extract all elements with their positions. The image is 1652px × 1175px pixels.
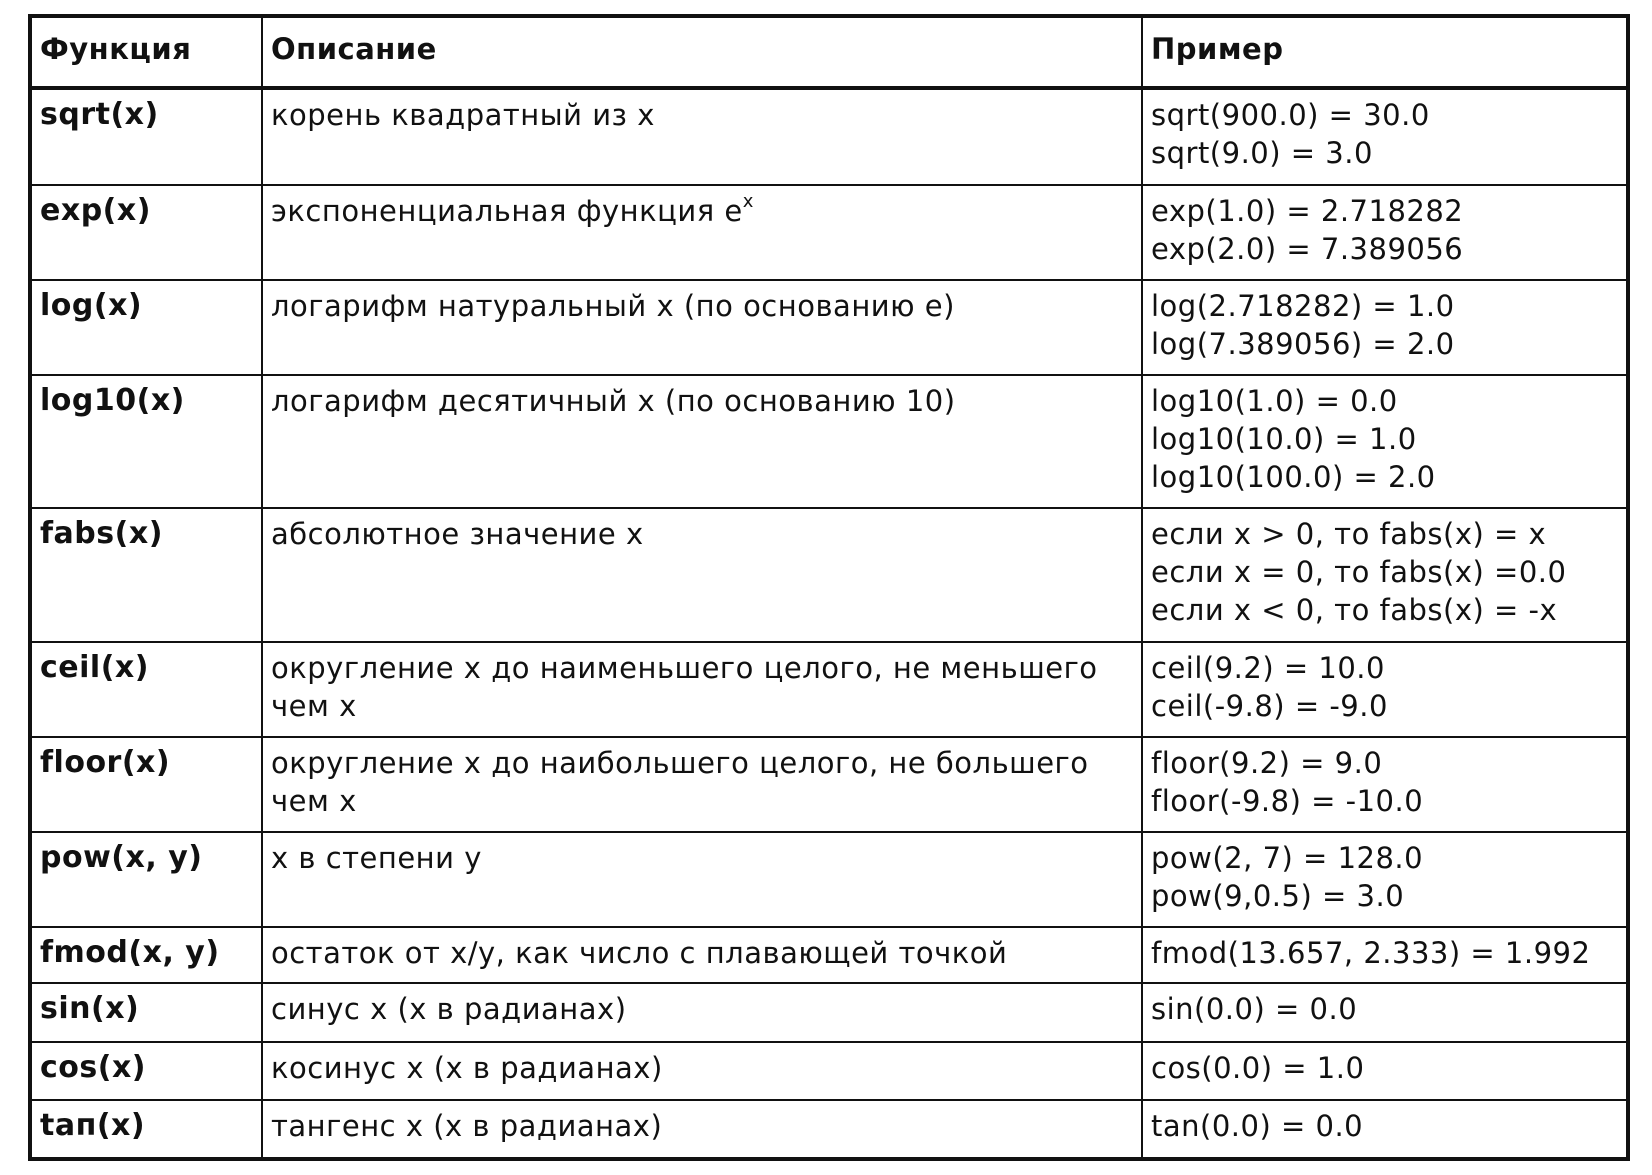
header-function: Функция bbox=[30, 16, 262, 88]
table-row bbox=[30, 88, 1628, 185]
table-row bbox=[30, 737, 1628, 832]
example-line: floor(-9.8) = -10.0 bbox=[1151, 783, 1424, 818]
math-functions-sheet bbox=[28, 14, 1626, 1161]
description-text: синус x (x в радианах) bbox=[271, 992, 627, 1027]
example-line: log10(10.0) = 1.0 bbox=[1151, 421, 1417, 456]
description-text: округление x до наименьшего целого, не меньшего чем x bbox=[271, 650, 1098, 723]
example-line: sqrt(900.0) = 30.0 bbox=[1151, 98, 1430, 132]
function-description bbox=[262, 88, 1142, 185]
function-name: sin(x) bbox=[30, 983, 262, 1042]
description-text: логарифм натуральный x (по основанию e) bbox=[271, 288, 955, 323]
function-example bbox=[1142, 642, 1628, 737]
function-description bbox=[262, 508, 1142, 641]
description-text: косинус x (x в радианах) bbox=[271, 1050, 663, 1085]
function-name: pow(x, y) bbox=[30, 832, 262, 927]
function-name: cos(x) bbox=[30, 1042, 262, 1101]
table-row bbox=[30, 185, 1628, 280]
function-description bbox=[262, 642, 1142, 737]
function-example bbox=[1142, 927, 1628, 984]
description-text: остаток от x/y, как число с плавающей точкой bbox=[271, 935, 1008, 970]
example-line: fmod(13.657, 2.333) = 1.992 bbox=[1151, 935, 1591, 970]
table-row bbox=[30, 1100, 1628, 1159]
description-text: округление x до наибольшего целого, не большего чем x bbox=[271, 745, 1089, 818]
example-line: log(7.389056) = 2.0 bbox=[1151, 326, 1455, 361]
example-line: exp(1.0) = 2.718282 bbox=[1151, 193, 1464, 228]
function-example bbox=[1142, 1042, 1628, 1101]
function-name: log10(x) bbox=[30, 375, 262, 508]
example-line: ceil(9.2) = 10.0 bbox=[1151, 650, 1385, 685]
example-line: log10(100.0) = 2.0 bbox=[1151, 459, 1436, 494]
function-example bbox=[1142, 983, 1628, 1042]
function-description bbox=[262, 1042, 1142, 1101]
example-line: floor(9.2) = 9.0 bbox=[1151, 745, 1383, 780]
function-description bbox=[262, 280, 1142, 375]
example-line: если x = 0, то fabs(x) =0.0 bbox=[1151, 555, 1567, 590]
description-text: экспоненциальная функция e bbox=[271, 193, 743, 228]
example-line: если x < 0, то fabs(x) = -x bbox=[1151, 593, 1558, 628]
description-text: x в степени y bbox=[271, 840, 482, 875]
function-name: floor(x) bbox=[30, 737, 262, 832]
example-line: cos(0.0) = 1.0 bbox=[1151, 1050, 1365, 1085]
function-example bbox=[1142, 375, 1628, 508]
example-line: log10(1.0) = 0.0 bbox=[1151, 383, 1398, 418]
function-description bbox=[262, 185, 1142, 280]
function-name: sqrt(x) bbox=[30, 88, 262, 185]
example-line: tan(0.0) = 0.0 bbox=[1151, 1109, 1364, 1144]
table-row bbox=[30, 927, 1628, 984]
function-example bbox=[1142, 1100, 1628, 1159]
table-row bbox=[30, 832, 1628, 927]
function-name: exp(x) bbox=[30, 185, 262, 280]
example-line: если x > 0, то fabs(x) = x bbox=[1151, 517, 1547, 552]
exponent-superscript: x bbox=[742, 190, 754, 212]
example-line: ceil(-9.8) = -9.0 bbox=[1151, 688, 1388, 723]
example-line: sqrt(9.0) = 3.0 bbox=[1151, 136, 1373, 170]
example-line: pow(2, 7) = 128.0 bbox=[1151, 840, 1424, 875]
function-name: log(x) bbox=[30, 280, 262, 375]
function-description bbox=[262, 1100, 1142, 1159]
description-text: тангенс x (x в радианах) bbox=[271, 1109, 663, 1144]
description-text: абсолютное значение x bbox=[271, 517, 644, 552]
math-functions-table bbox=[28, 14, 1630, 1161]
example-line: log(2.718282) = 1.0 bbox=[1151, 288, 1455, 323]
function-description bbox=[262, 983, 1142, 1042]
function-name: fabs(x) bbox=[30, 508, 262, 641]
function-description bbox=[262, 375, 1142, 508]
function-example bbox=[1142, 280, 1628, 375]
function-example bbox=[1142, 508, 1628, 641]
function-description bbox=[262, 927, 1142, 984]
function-example bbox=[1142, 88, 1628, 185]
example-line: pow(9,0.5) = 3.0 bbox=[1151, 878, 1405, 913]
description-text: логарифм десятичный x (по основанию 10) bbox=[271, 383, 956, 418]
example-line: exp(2.0) = 7.389056 bbox=[1151, 231, 1464, 266]
table-row bbox=[30, 375, 1628, 508]
table-row bbox=[30, 983, 1628, 1042]
function-description bbox=[262, 737, 1142, 832]
function-example bbox=[1142, 832, 1628, 927]
table-header-row bbox=[30, 16, 1628, 88]
function-example bbox=[1142, 185, 1628, 280]
header-description: Описание bbox=[262, 16, 1142, 88]
header-example: Пример bbox=[1142, 16, 1628, 88]
table-row bbox=[30, 1042, 1628, 1101]
function-name: fmod(x, y) bbox=[30, 927, 262, 984]
table-row bbox=[30, 642, 1628, 737]
function-description bbox=[262, 832, 1142, 927]
function-name: tап(x) bbox=[30, 1100, 262, 1159]
description-text: корень квадратный из x bbox=[271, 98, 655, 132]
example-line: sin(0.0) = 0.0 bbox=[1151, 992, 1358, 1027]
table-row bbox=[30, 280, 1628, 375]
function-example bbox=[1142, 737, 1628, 832]
function-name: ceil(x) bbox=[30, 642, 262, 737]
table-row bbox=[30, 508, 1628, 641]
